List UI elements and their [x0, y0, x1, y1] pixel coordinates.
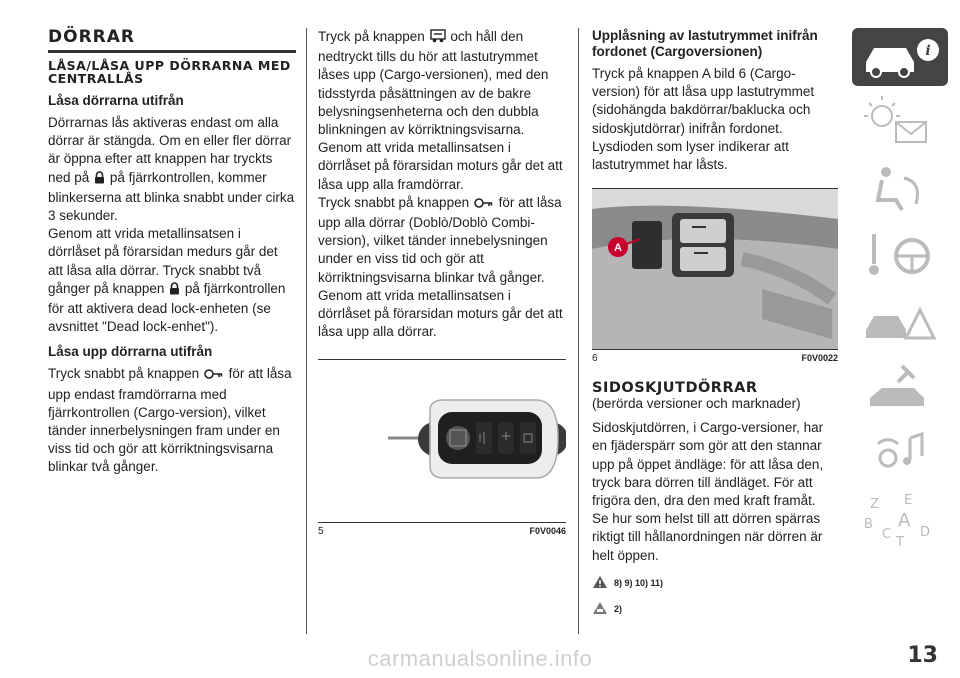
figure-caption [592, 353, 838, 364]
sliding-doors-paragraph: Sidoskjutdörren, i Cargo-versioner, har en fjäderspärr som gör att den stannar upp på öppet ändläge: för att låsa den, tryck bara dörren till ändläget. För att frigöra den, dra den med kraft framåt. Se hur som helst till att dörren spärras riktigt till hållanordningen när dörren är helt öppen. [592, 420, 824, 563]
door-switch-illustration [592, 189, 838, 349]
chapter-tab-index[interactable] [852, 490, 948, 548]
warning-lights-icon [852, 94, 948, 152]
sliding-doors-note: (berörda versioner och marknader) [592, 396, 801, 412]
sliding-doors-title: SIDOSKJUTDÖRRAR [592, 380, 758, 397]
svg-text:B: B [864, 517, 873, 532]
chapter-tab-starting[interactable] [852, 226, 948, 284]
svg-text:E: E [904, 493, 913, 508]
key-remote-illustration [318, 360, 566, 522]
chapter-tab-maintenance[interactable] [852, 358, 948, 416]
figure-key-remote [318, 359, 566, 523]
svg-text:C: C [882, 527, 892, 542]
section-subtitle: LÅSA/LÅSA UPP DÖRRARNA MED CENTRALLÅS [48, 58, 291, 86]
lock-outside-paragraph: Dörrarnas lås aktiveras endast om alla dörrar är stängda. Om en eller fler dörrar är öppna efter att knappen har tryckts ned på på fjärrkontrollen, kommer blinkerserna att blinka snabbt under cirka 3 sekunder. Genom att vrida metallinsatsen i dörrlåset på förarsidan medurs går det att låsa alla dörrar. Tryck snabbt två gånger på knappen på fjärrkontrollen för att aktivera dead lock-enheten (se avsnittet "Dead lock-enhet"). [48, 115, 295, 335]
watermark: carmanualsonline.info [367, 646, 593, 671]
steering-icon [852, 226, 948, 284]
svg-text:A: A [898, 510, 911, 531]
svg-text:D: D [920, 525, 931, 540]
column-divider [578, 28, 579, 634]
caution-icon [592, 601, 608, 617]
chapter-tab-warning-lights[interactable] [852, 94, 948, 152]
title-rule [48, 50, 296, 53]
column-divider [306, 28, 307, 634]
chapter-tab-vehicle-info[interactable] [852, 28, 948, 86]
svg-text:T: T [896, 535, 904, 548]
warning-triangle-icon [592, 575, 608, 591]
index-icon [852, 490, 948, 548]
lock-outside-heading: Låsa dörrarna utifrån [48, 93, 184, 108]
figure-door-panel [592, 188, 838, 350]
cargo-inside-paragraph: Tryck på knappen A bild 6 (Cargo-version) för att låsa upp lastutrymmet (sidohängda bakdörrar/baklucka och sidoskjutdörrar) inifrån fordonet. Lysdioden som lyser indikerar att lastutrymmet har låsts. [592, 66, 815, 173]
chapter-tab-emergency[interactable] [852, 292, 948, 350]
chapter-sidebar [852, 28, 948, 556]
column-middle [318, 28, 566, 537]
car-info-icon [852, 28, 948, 86]
chapter-tab-safety[interactable] [852, 160, 948, 218]
svg-text:i: i [925, 43, 931, 59]
unlock-outside-heading: Låsa upp dörrarna utifrån [48, 344, 213, 360]
column-left [48, 28, 296, 477]
cargo-unlock-icon [430, 29, 446, 48]
figure-number: 5 [318, 526, 324, 538]
figure-code: F0V0022 [801, 353, 838, 364]
multimedia-icon [852, 424, 948, 482]
unlock-key-icon [474, 196, 494, 214]
caution-reference: 2) [592, 601, 838, 617]
lock-icon [169, 282, 180, 300]
page-title: DÖRRAR [48, 27, 135, 47]
unlock-outside-paragraph: Tryck snabbt på knappen för att låsa upp endast framdörrarna med fjärrkontrollen (Cargo-version), vilket tänder innerbelysningen fram under en viss tid och gör att körriktningsvisarna blinkar två gånger. [48, 366, 292, 475]
chapter-tab-multimedia[interactable] [852, 424, 948, 482]
cargo-inside-heading: Upplåsning av lastutrymmet inifrån fordonet (Cargoversionen) [592, 28, 818, 59]
page-number: 13 [907, 643, 938, 668]
unlock-key-icon [204, 367, 224, 385]
breakdown-icon [852, 292, 948, 350]
service-icon [852, 358, 948, 416]
warning-reference: 8) 9) 10) 11) [592, 575, 838, 591]
cargo-unlock-paragraph: Tryck på knappen och håll den nedtryckt tills du hör att lastutrymmet låses upp (Cargo-versionen), med den tidsstyrda påsättningen av de bakre belysningsenheterna och den dubbla blinkningen av körriktningsvisarna. Genom att vrida metallinsatsen i dörrlåset på förarsidan moturs går det att låsa upp alla framdörrar. Tryck snabbt på knappen för att låsa upp alla dörrar (Doblò/Doblò Combi-version), vilket tänder innebelysningen under en viss tid och gör att körriktningsvisarna blinkar två gånger. Genom att vrida metallinsatsen i dörrlåset på förarsidan moturs går det att låsa upp alla dörrar. [318, 29, 563, 340]
airbag-seat-icon [852, 160, 948, 218]
svg-text:Z: Z [870, 497, 879, 512]
figure-number: 6 [592, 353, 598, 365]
lock-icon [94, 171, 105, 189]
figure-callout-a: A [614, 242, 622, 255]
figure-caption [318, 526, 566, 537]
column-right [592, 28, 838, 617]
figure-code: F0V0046 [529, 526, 566, 537]
